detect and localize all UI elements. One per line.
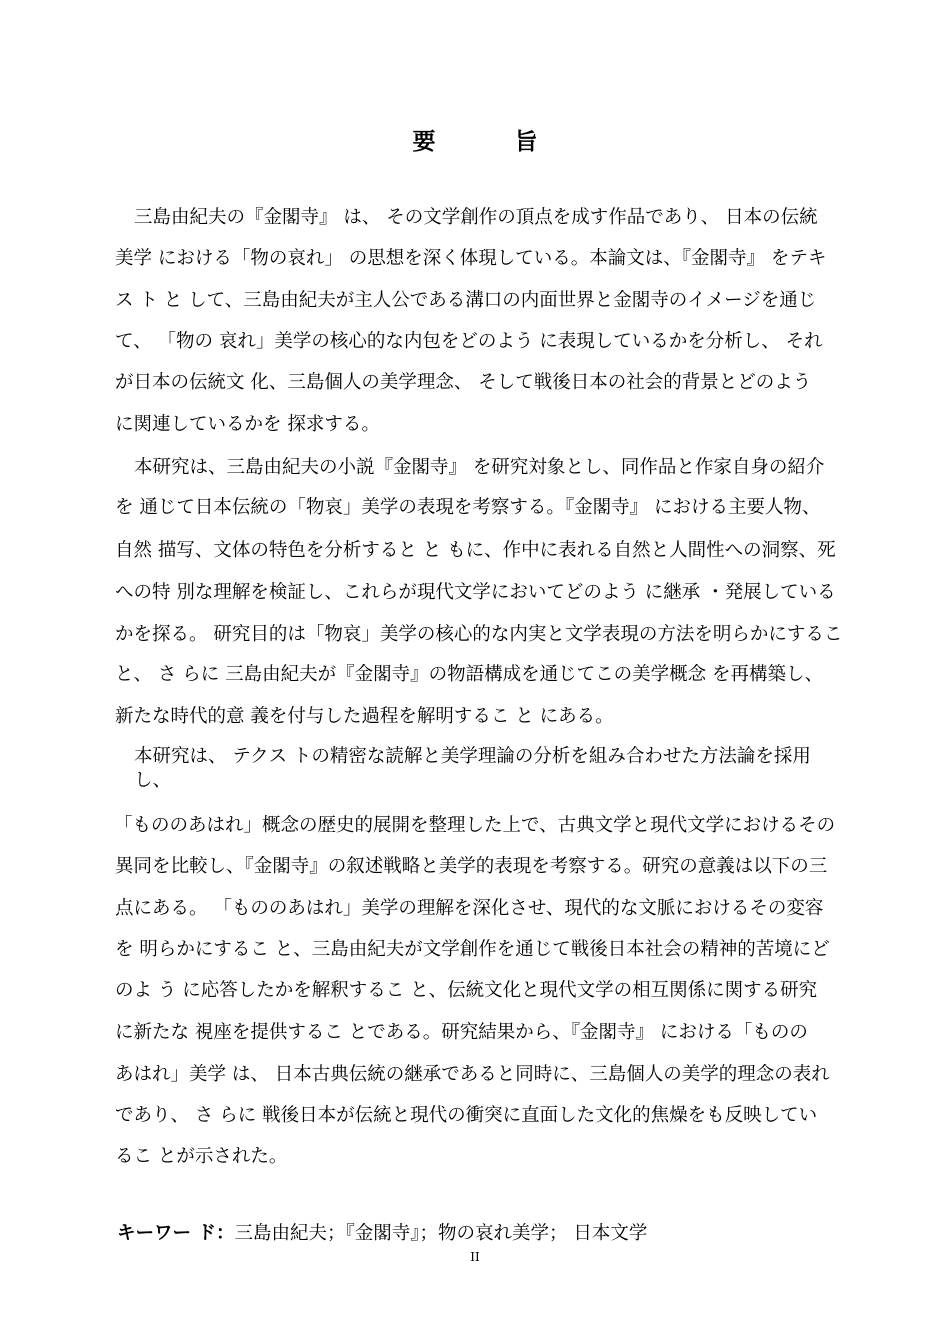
abstract-line: のよ う に応答したかを解釈するこ と、伝統文化と現代文学の相互関係に関する研究: [115, 980, 818, 1001]
abstract-line: への特 別な理解を検証し、これらが現代文学においてどのよう に継承 ・発展している: [115, 582, 836, 603]
abstract-line: に関連しているかを 探求する。: [115, 414, 380, 435]
abstract-line: 三島由紀夫の『金閣寺』 は、 その文学創作の頂点を成す作品であり、 日本の伝統: [134, 207, 818, 228]
abstract-line: 「もののあはれ」概念の歴史的展開を整理した上で、古典文学と現代文学におけるその: [114, 815, 836, 836]
abstract-line: 異同を比較し、『金閣寺』の叙述戦略と美学的表現を考察する。研究の意義は以下の三: [115, 856, 828, 877]
abstract-line: て、 「物の 哀れ」美学の核心的な内包をどのよう に表現しているかを分析し、 それ: [115, 331, 823, 352]
abstract-line: 本研究は、 テクス トの精密な読解と美学理論の分析を組み合わせた方法論を採用: [134, 746, 811, 767]
keywords-label: キーワー ド：: [117, 1223, 235, 1244]
abstract-line: であり、 さ らに 戦後日本が伝統と現代の衝突に直面した文化的焦燥をも反映してい: [115, 1105, 818, 1126]
abstract-line: が日本の伝統文 化、三島個人の美学理念、 そして戦後日本の社会的背景とどのよう: [115, 372, 812, 393]
page-number: II: [470, 1250, 480, 1264]
abstract-line: 美学 における「物の哀れ」 の思想を深く体現している。本論文は、『金閣寺』 をテキ: [115, 248, 827, 269]
abstract-line: るこ とが示された。: [115, 1146, 288, 1167]
keywords: [117, 1221, 647, 1247]
abstract-line: を 明らかにするこ と、三島由紀夫が文学創作を通じて戦後日本社会の精神的苦境にど: [115, 939, 830, 960]
abstract-line: 点にある。 「もののあはれ」美学の理解を深化させ、現代的な文脈におけるその変容: [115, 898, 824, 919]
abstract-line: ス ト と して、三島由紀夫が主人公である溝口の内面世界と金閣寺のイメージを通じ: [115, 290, 817, 311]
abstract-line: 自然 描写、文体の特色を分析すると と もに、作中に表れる自然と人間性への洞察、死: [115, 540, 836, 561]
abstract-line: 新たな時代的意 義を付与した過程を解明するこ と にある。: [115, 706, 614, 727]
abstract-line: かを探る。 研究目的は「物哀」美学の核心的な内実と文学表現の方法を明らかにするこ: [115, 624, 843, 645]
page-title: 要 旨: [412, 129, 566, 155]
abstract-line: と、 さ らに 三島由紀夫が『金閣寺』の物語構成を通じてこの美学概念 を再構築し、: [115, 664, 824, 685]
abstract-line: あはれ」美学 は、 日本古典伝統の継承であると同時に、三島個人の美学的理念の表れ: [115, 1064, 830, 1085]
abstract-line: に新たな 視座を提供するこ とである。研究結果から、『金閣寺』 における「ものの: [115, 1022, 808, 1043]
abstract-line: し、: [134, 770, 172, 791]
abstract-line: を 通じて日本伝統の「物哀」美学の表現を考察する。『金閣寺』 における主要人物、: [115, 497, 821, 518]
abstract-line: 本研究は、三島由紀夫の小説『金閣寺』 を研究対象とし、同作品と作家自身の紹介: [134, 457, 825, 478]
keywords-text: 三島由紀夫；『金閣寺』；物の哀れ美学； 日本文学: [234, 1223, 648, 1244]
